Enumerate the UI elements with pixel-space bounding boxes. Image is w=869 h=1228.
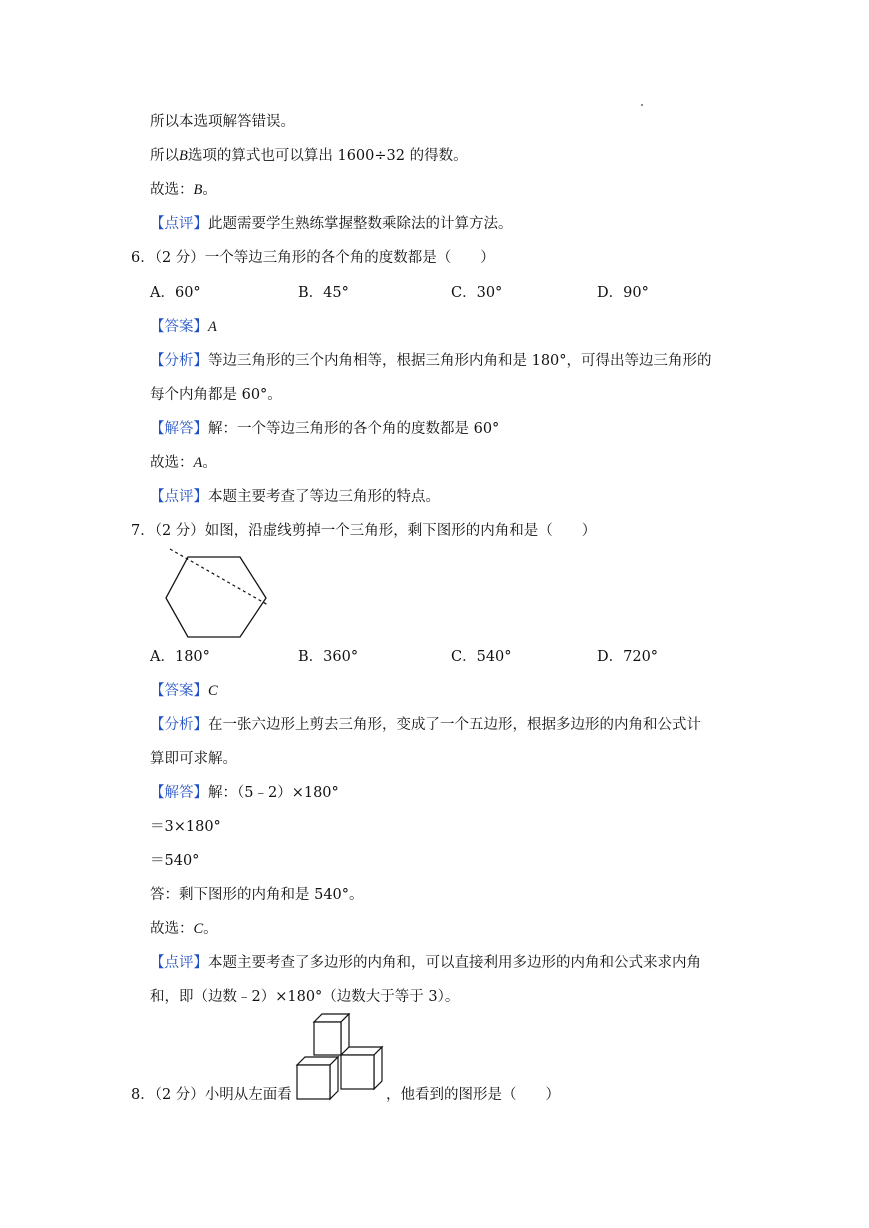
option-c: C．540° (451, 649, 512, 665)
answer-tag: 【答案】 (150, 319, 208, 335)
analysis-line: 算即可求解。 (150, 751, 237, 767)
option-b: B．360° (298, 649, 359, 665)
question-8-stem-end: ，他看到的图形是（ ） (386, 1087, 560, 1103)
choose-line: 故选：C。 (150, 921, 218, 937)
solution-line: ＝3×180° (150, 819, 221, 835)
option-d: D．720° (597, 649, 659, 665)
comment-tag: 【点评】 (150, 489, 208, 505)
analysis-line: 【分析】在一张六边形上剪去三角形，变成了一个五边形，根据多边形的内角和公式计 (150, 717, 701, 733)
option-d: D．90° (597, 285, 649, 301)
analysis-line: 【分析】等边三角形的三个内角相等，根据三角形内角和是 180°，可得出等边三角形的 (150, 353, 712, 369)
analysis-tag: 【分析】 (150, 353, 208, 369)
option-c: C．30° (451, 285, 503, 301)
question-8-stem: 8．（2 分）小明从左面看 (131, 1087, 292, 1103)
stacked-cubes-icon (294, 1013, 386, 1103)
answer-line: 【答案】C (150, 683, 218, 699)
comment-line: 【点评】本题主要考查了多边形的内角和，可以直接利用多边形的内角和公式来求内角 (150, 955, 701, 971)
option-b: B．45° (298, 285, 349, 301)
comment-line: 【点评】本题主要考查了等边三角形的特点。 (150, 489, 440, 505)
analysis-tag: 【分析】 (150, 717, 208, 733)
comment-line: 【点评】此题需要学生熟练掌握整数乘除法的计算方法。 (150, 216, 513, 232)
option-a: A．60° (150, 285, 201, 301)
analysis-line: 每个内角都是 60°。 (150, 387, 282, 403)
choose-line: 故选：A。 (150, 455, 217, 471)
solution-line: 【解答】解：一个等边三角形的各个角的度数都是 60° (150, 421, 500, 437)
solution-tag: 【解答】 (150, 785, 208, 801)
stray-dot (641, 104, 643, 106)
text-line: 所以B选项的算式也可以算出 1600÷32 的得数。 (150, 148, 468, 164)
text-line: 所以本选项解答错误。 (150, 114, 295, 130)
answer-tag: 【答案】 (150, 683, 208, 699)
comment-tag: 【点评】 (150, 216, 208, 232)
solution-line: 答：剩下图形的内角和是 540°。 (150, 887, 364, 903)
solution-line: 【解答】解：（5﹣2）×180° (150, 785, 339, 801)
question-6-stem: 6．（2 分）一个等边三角形的各个角的度数都是（ ） (131, 250, 495, 266)
choose-line: 故选：B。 (150, 182, 217, 198)
solution-tag: 【解答】 (150, 421, 208, 437)
answer-line: 【答案】A (150, 319, 217, 335)
hexagon-cut-icon (160, 545, 270, 640)
option-a: A．180° (150, 649, 210, 665)
solution-line: ＝540° (150, 853, 200, 869)
comment-tag: 【点评】 (150, 955, 208, 971)
comment-line: 和，即（边数﹣2）×180°（边数大于等于 3）。 (150, 989, 460, 1005)
question-7-stem: 7．（2 分）如图，沿虚线剪掉一个三角形，剩下图形的内角和是（ ） (131, 523, 597, 539)
